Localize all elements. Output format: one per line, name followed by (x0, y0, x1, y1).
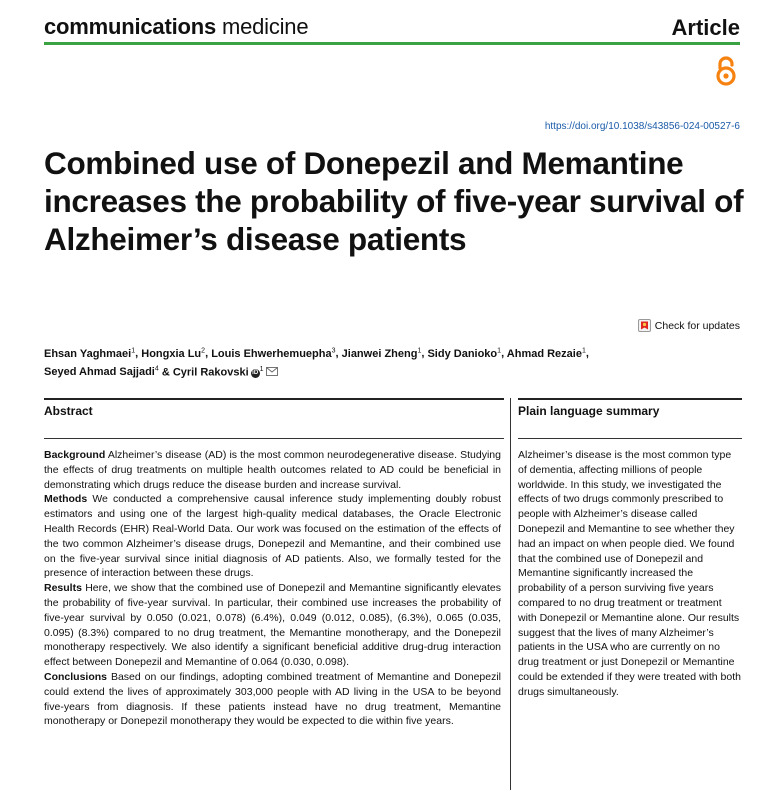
author-separator: , (335, 347, 342, 360)
author-affiliation: 3 (331, 347, 336, 354)
doi-link[interactable]: https://doi.org/10.1038/s43856-024-00527-6 (544, 121, 740, 132)
plain-language-summary-body: Alzheimer’s disease is the most common type of dementia, affecting millions of people worldwide. In this study, we investigated the effects of two drugs commonly prescribed to people with Alzheimer’s disease called Donepezil and Memantine to see whether they had an impact on when people died. We found that the combined use of Donepezil and Memantine significantly increased the probability of a person surviving five years compared to no drug treatment or treatment with Donepezil or Memantine alone. Our results suggest that the lives of many Alzheimer’s patients in the USA who are currently on no drug treatment or just Donepezil or Memantine could be extended if they were treated with both drugs simultaneously. (518, 449, 741, 698)
abstract-heading: Abstract (44, 404, 93, 418)
email-icon[interactable] (266, 367, 278, 376)
article-title: Combined use of Donepezil and Memantine increases the probability of five-year survival of Alzheimer’s disease patients (44, 145, 744, 257)
results-text: Here, we show that the combined use of Donepezil and Memantine significantly elevates the probability of five-year survival. In particular, their combined use increases the probability of five-year survival by 0.050 (0.021, 0.078) (6.4%), 0.049 (0.012, 0.085), (6.3%), 0.065 (0.035, 0.095) (8.3%) compared to no drug treatment, the Memantine monotherapy, and the Donepezil monotherapy respectively. We also identify a significant beneficial additive drug-drug interaction effect between Donepezil and Memantine of 0.064 (0.030, 0.098). (44, 582, 501, 669)
author-affiliation: 1 (259, 365, 264, 373)
methods-label: Methods (44, 493, 88, 506)
column-divider (510, 398, 511, 790)
author-separator: , (421, 347, 428, 360)
author[interactable] (44, 348, 135, 360)
author-affiliation: 1 (581, 347, 586, 354)
author-separator: , (135, 347, 142, 360)
header-divider (44, 42, 740, 45)
methods-text: We conducted a comprehensive causal inference study implementing doubly robust estimators and using one of the largest high-quality medical databases, the Oracle Electronic Health Records (EHR) Real-World Data. Our work was focused on the estimation of the effects of the two common Alzheimer’s disease drugs, Donepezil and Memantine, and their combined use on the five-year survival since initial diagnosis of AD patients. Also, we formally tested for the presence of interaction between these drugs. (44, 493, 501, 580)
background-text: Alzheimer’s disease (AD) is the most common neurodegenerative disease. Studying the effects of drug treatments on multiple health outcomes related to AD could be beneficial in demonstrating which drugs reduce the disease burden and increase survival. (44, 449, 501, 491)
article-type: Article (671, 15, 740, 40)
abstract-top-rule (44, 398, 504, 400)
abstract-body (44, 448, 501, 729)
author-name: Cyril Rakovski (172, 366, 249, 379)
author-line-2 (44, 362, 664, 381)
author-line-1 (44, 343, 664, 362)
journal-name-light: medicine (221, 14, 309, 39)
author[interactable] (342, 348, 422, 360)
author-affiliation: 1 (131, 347, 136, 354)
author-name: Ahmad Rezaie (506, 347, 582, 360)
author-affiliation: 4 (154, 365, 159, 373)
check-updates-label: Check for updates (654, 319, 740, 332)
author[interactable] (427, 348, 501, 360)
author-separator: , (585, 347, 589, 360)
journal-name-bold: communications (44, 14, 217, 39)
author[interactable] (211, 348, 335, 360)
author-name: Sidy Danioko (427, 347, 498, 360)
author-list (44, 343, 664, 380)
author-separator: , (205, 347, 212, 360)
author-name: Ehsan Yaghmaei (44, 347, 132, 360)
author-name: Hongxia Lu (141, 347, 202, 360)
author-name: Jianwei Zheng (341, 347, 418, 360)
pls-heading-rule (518, 438, 742, 439)
check-for-updates-button[interactable] (638, 319, 740, 332)
conclusions-text: Based on our findings, adopting combined treatment of Memantine and Donepezil could extend the lives of approximately 303,000 people with AD living in the USA to be beyond five-years from diagnosis. If these patients instead have no drug treatment, Memantine monotherapy or Donepezil monotherapy they would be expected to die within five years. (44, 670, 501, 728)
conclusions-label: Conclusions (44, 670, 108, 683)
journal-name[interactable] (44, 14, 308, 40)
orcid-icon[interactable]: iD (252, 370, 259, 377)
check-updates-icon (638, 319, 651, 332)
pls-top-rule (518, 398, 742, 400)
pls-heading: Plain language summary (518, 404, 660, 418)
author-name: Seyed Ahmad Sajjadi (44, 366, 155, 379)
author-name: Louis Ehwerhemuepha (211, 347, 332, 360)
author-affiliation: 1 (417, 347, 422, 354)
author-separator: , (501, 347, 507, 360)
author-and: & (158, 366, 173, 379)
author[interactable] (507, 348, 586, 360)
author-affiliation: 1 (497, 347, 502, 354)
results-label: Results (44, 582, 82, 595)
open-access-icon[interactable] (713, 55, 739, 87)
author[interactable] (173, 366, 249, 378)
abstract-heading-rule (44, 438, 504, 439)
background-label: Background (44, 449, 106, 461)
author[interactable] (44, 366, 159, 378)
author[interactable] (141, 348, 205, 360)
author-affiliation: 2 (201, 347, 206, 354)
